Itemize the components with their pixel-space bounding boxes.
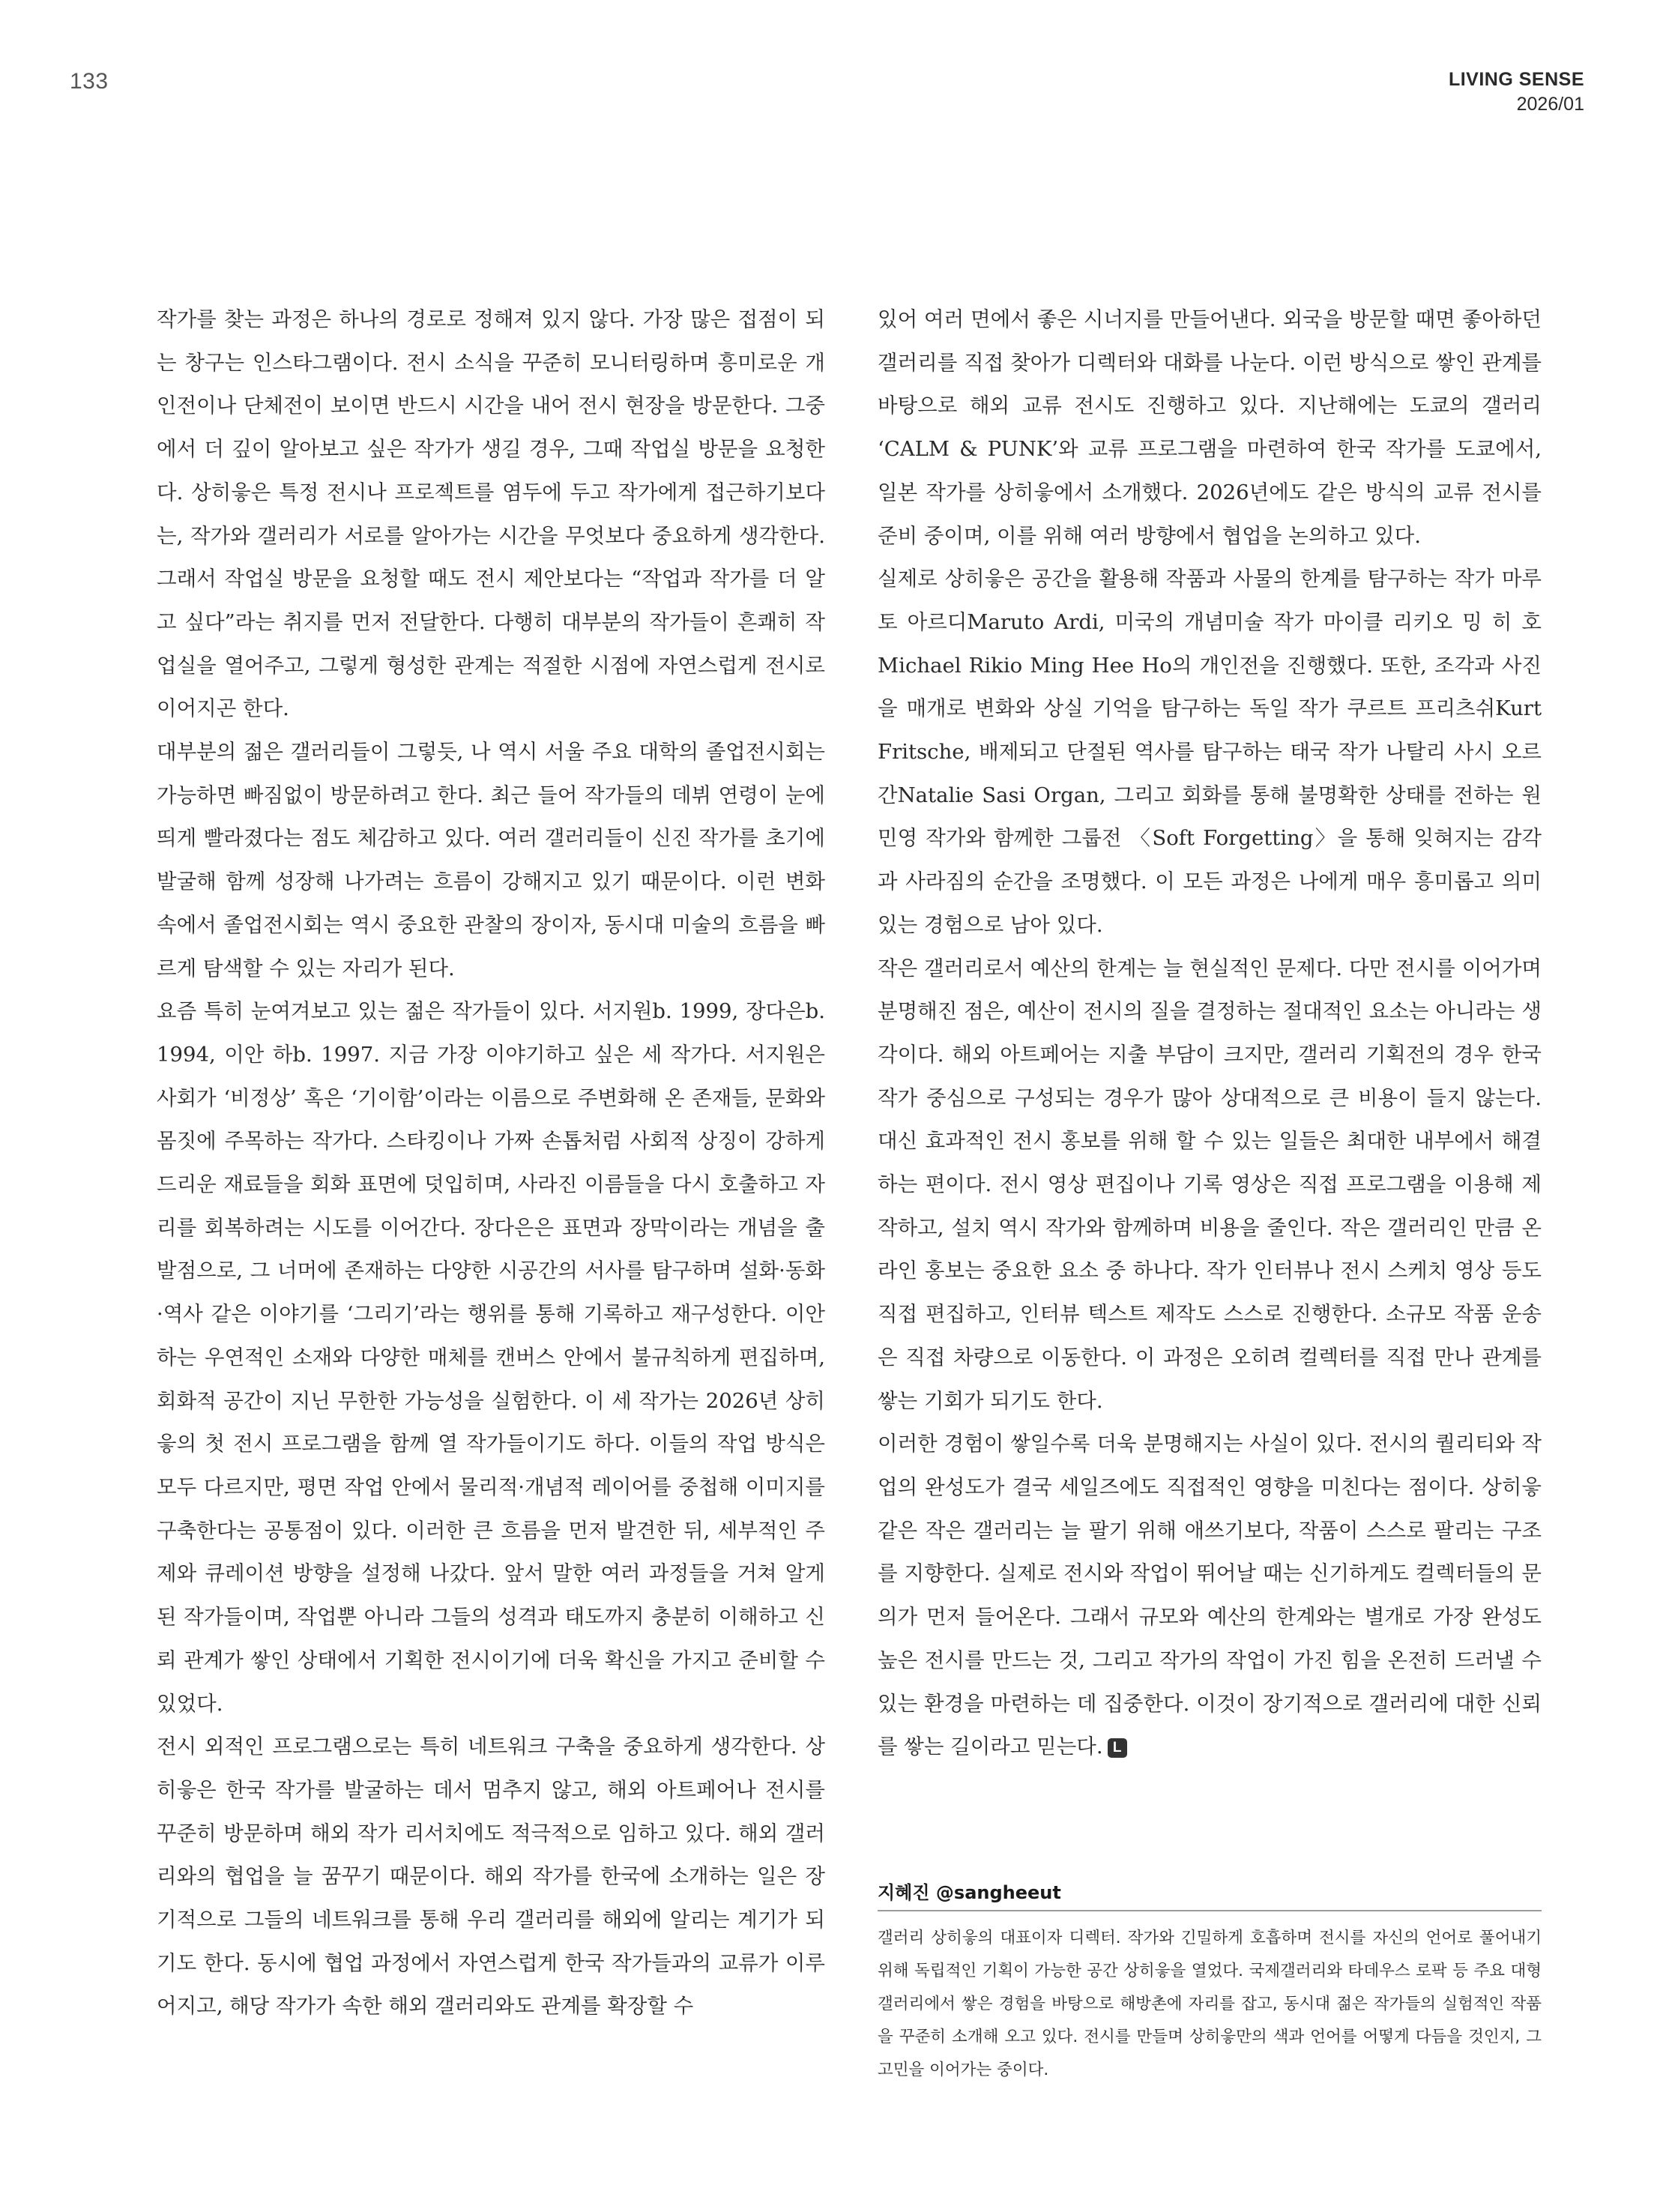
paragraph: 있어 여러 면에서 좋은 시너지를 만들어낸다. 외국을 방문할 때면 좋아하던 갤러리를 직접 찾아가 디렉터와 대화를 나눈다. 이런 방식으로 쌓인 관계를 바탕으로 해외 교류 전시도 진행하고 있다. 지난해에는 도쿄의 갤러리 ‘CALM & PUNK’와 교류 프로그램을 마련하여 한국 작가를 도쿄에서, 일본 작가를 상히읗에서 소개했다. 2026년에도 같은 방식의 교류 전시를 준비 중이며, 이를 위해 여러 방향에서 협업을 논의하고 있다. xyxy=(878,307,1542,548)
page-number: 133 xyxy=(70,69,109,94)
author-name: 지혜진 @sangheeut xyxy=(878,1882,1061,1903)
author-bio: 갤러리 상히읗의 대표이자 디렉터. 작가와 긴밀하게 호흡하며 전시를 자신의 언어로 풀어내기 위해 독립적인 기획이 가능한 공간 상히읗을 열었다. 국제갤러리와 타데우스 로팍 등 주요 대형 갤러리에서 쌓은 경험을 바탕으로 해방촌에 자리를 잡고, 동시대 젊은 작가들의 실험적인 작품을 꾸준히 소개해 오고 있다. 전시를 만들며 상히읗만의 색과 언어를 어떻게 다듬을 것인지, 그 고민을 이어가는 중이다. xyxy=(878,1929,1542,2079)
author-profile xyxy=(878,1878,1542,2087)
paragraph-final xyxy=(878,1423,1542,1769)
paragraph-text: 이러한 경험이 쌓일수록 더욱 분명해지는 사실이 있다. 전시의 퀄리티와 작업의 완성도가 결국 세일즈에도 직접적인 영향을 미친다는 점이다. 상히읗 같은 작은 갤러리는 늘 팔기 위해 애쓰기보다, 작품이 스스로 팔리는 구조를 지향한다. 실제로 전시와 작업이 뛰어날 때는 신기하게도 컬렉터들의 문의가 먼저 들어온다. 그래서 규모와 예산의 한계와는 별개로 가장 완성도 높은 전시를 만드는 것, 그리고 작가의 작업이 가진 힘을 온전히 드러낼 수 있는 환경을 마련하는 데 집중한다. 이것이 장기적으로 갤러리에 대한 신뢰를 쌓는 길이라고 믿는다. xyxy=(878,1432,1542,1759)
left-column xyxy=(157,298,825,2028)
paragraph: 작가를 찾는 과정은 하나의 경로로 정해져 있지 않다. 가장 많은 접점이 되는 창구는 인스타그램이다. 전시 소식을 꾸준히 모니터링하며 흥미로운 개인전이나 단체전이 보이면 반드시 시간을 내어 전시 현장을 방문한다. 그중에서 더 깊이 알아보고 싶은 작가가 생길 경우, 그때 작업실 방문을 요청한다. 상히읗은 특정 전시나 프로젝트를 염두에 두고 작가에게 접근하기보다는, 작가와 갤러리가 서로를 알아가는 시간을 무엇보다 중요하게 생각한다. 그래서 작업실 방문을 요청할 때도 전시 제안보다는 “작업과 작가를 더 알고 싶다”라는 취지를 먼저 전달한다. 다행히 대부분의 작가들이 흔쾌히 작업실을 열어주고, 그렇게 형성한 관계는 적절한 시점에 자연스럽게 전시로 이어지곤 한다. xyxy=(157,307,825,721)
end-mark-icon: L xyxy=(1108,1738,1127,1758)
masthead xyxy=(1449,69,1584,115)
magazine-title: LIVING SENSE xyxy=(1448,69,1584,90)
paragraph: 실제로 상히읗은 공간을 활용해 작품과 사물의 한계를 탐구하는 작가 마루토 아르디Maruto Ardi, 미국의 개념미술 작가 마이클 리키오 밍 히 호Michael Rikio Ming Hee Ho의 개인전을 진행했다. 또한, 조각과 사진을 매개로 변화와 상실 기억을 탐구하는 독일 작가 쿠르트 프리츠쉬Kurt Fritsche, 배제되고 단절된 역사를 탐구하는 태국 작가 나탈리 사시 오르간Natalie Sasi Organ, 그리고 회화를 통해 불명확한 상태를 전하는 원민영 작가와 함께한 그룹전 〈Soft Forgetting〉을 통해 잊혀지는 감각과 사라짐의 순간을 조명했다. 이 모든 과정은 나에게 매우 흥미롭고 의미 있는 경험으로 남아 있다. xyxy=(878,567,1542,937)
paragraph: 요즘 특히 눈여겨보고 있는 젊은 작가들이 있다. 서지원b. 1999, 장다은b. 1994, 이안 하b. 1997. 지금 가장 이야기하고 싶은 세 작가다. 서지원은 사회가 ‘비정상’ 혹은 ‘기이함’이라는 이름으로 주변화해 온 존재들, 문화와 몸짓에 주목하는 작가다. 스타킹이나 가짜 손톱처럼 사회적 상징이 강하게 드리운 재료들을 회화 표면에 덧입히며, 사라진 이름들을 다시 호출하고 자리를 회복하려는 시도를 이어간다. 장다은은 표면과 장막이라는 개념을 출발점으로, 그 너머에 존재하는 다양한 시공간의 서사를 탐구하며 설화·동화·역사 같은 이야기를 ‘그리기’라는 행위를 통해 기록하고 재구성한다. 이안 하는 우연적인 소재와 다양한 매체를 캔버스 안에서 불규칙하게 편집하며, 회화적 공간이 지닌 무한한 가능성을 실험한다. 이 세 작가는 2026년 상히읗의 첫 전시 프로그램을 함께 열 작가들이기도 하다. 이들의 작업 방식은 모두 다르지만, 평면 작업 안에서 물리적·개념적 레이어를 중첩해 이미지를 구축한다는 공통점이 있다. 이러한 큰 흐름을 먼저 발견한 뒤, 세부적인 주제와 큐레이션 방향을 설정해 나갔다. 앞서 말한 여러 과정들을 거쳐 알게 된 작가들이며, 작업뿐 아니라 그들의 성격과 태도까지 충분히 이해하고 신뢰 관계가 쌓인 상태에서 기획한 전시이기에 더욱 확신을 가지고 준비할 수 있었다. xyxy=(157,999,825,1716)
paragraph: 전시 외적인 프로그램으로는 특히 네트워크 구축을 중요하게 생각한다. 상히읗은 한국 작가를 발굴하는 데서 멈추지 않고, 해외 아트페어나 전시를 꾸준히 방문하며 해외 작가 리서치에도 적극적으로 임하고 있다. 해외 갤러리와의 협업을 늘 꿈꾸기 때문이다. 해외 작가를 한국에 소개하는 일은 장기적으로 그들의 네트워크를 통해 우리 갤러리를 해외에 알리는 계기가 되기도 한다. 동시에 협업 과정에서 자연스럽게 한국 작가들과의 교류가 이루어지고, 해당 작가가 속한 해외 갤러리와도 관계를 확장할 수 xyxy=(157,1735,826,2019)
right-column xyxy=(878,298,1542,1769)
paragraph: 작은 갤러리로서 예산의 한계는 늘 현실적인 문제다. 다만 전시를 이어가며 분명해진 점은, 예산이 전시의 질을 결정하는 절대적인 요소는 아니라는 생각이다. 해외 아트페어는 지출 부담이 크지만, 갤러리 기획전의 경우 한국 작가 중심으로 구성되는 경우가 많아 상대적으로 큰 비용이 들지 않는다. 대신 효과적인 전시 홍보를 위해 할 수 있는 일들은 최대한 내부에서 해결하는 편이다. 전시 영상 편집이나 기록 영상은 직접 프로그램을 이용해 제작하고, 설치 역시 작가와 함께하며 비용을 줄인다. 작은 갤러리인 만큼 온라인 홍보는 중요한 요소 중 하나다. 작가 인터뷰나 전시 스케치 영상 등도 직접 편집하고, 인터뷰 텍스트 제작도 스스로 진행한다. 소규모 작품 운송은 직접 차량으로 이동한다. 이 과정은 오히려 컬렉터를 직접 만나 관계를 쌓는 기회가 되기도 한다. xyxy=(878,956,1542,1413)
paragraph: 대부분의 젊은 갤러리들이 그렇듯, 나 역시 서울 주요 대학의 졸업전시회는 가능하면 빠짐없이 방문하려고 한다. 최근 들어 작가들의 데뷔 연령이 눈에 띄게 빨라졌다는 점도 체감하고 있다. 여러 갤러리들이 신진 작가를 초기에 발굴해 함께 성장해 나가려는 흐름이 강해지고 있기 때문이다. 이런 변화 속에서 졸업전시회는 역시 중요한 관찰의 장이자, 동시대 미술의 흐름을 빠르게 탐색할 수 있는 자리가 된다. xyxy=(157,740,825,980)
issue-date: 2026/01 xyxy=(1516,94,1584,115)
divider xyxy=(878,1910,1542,1911)
